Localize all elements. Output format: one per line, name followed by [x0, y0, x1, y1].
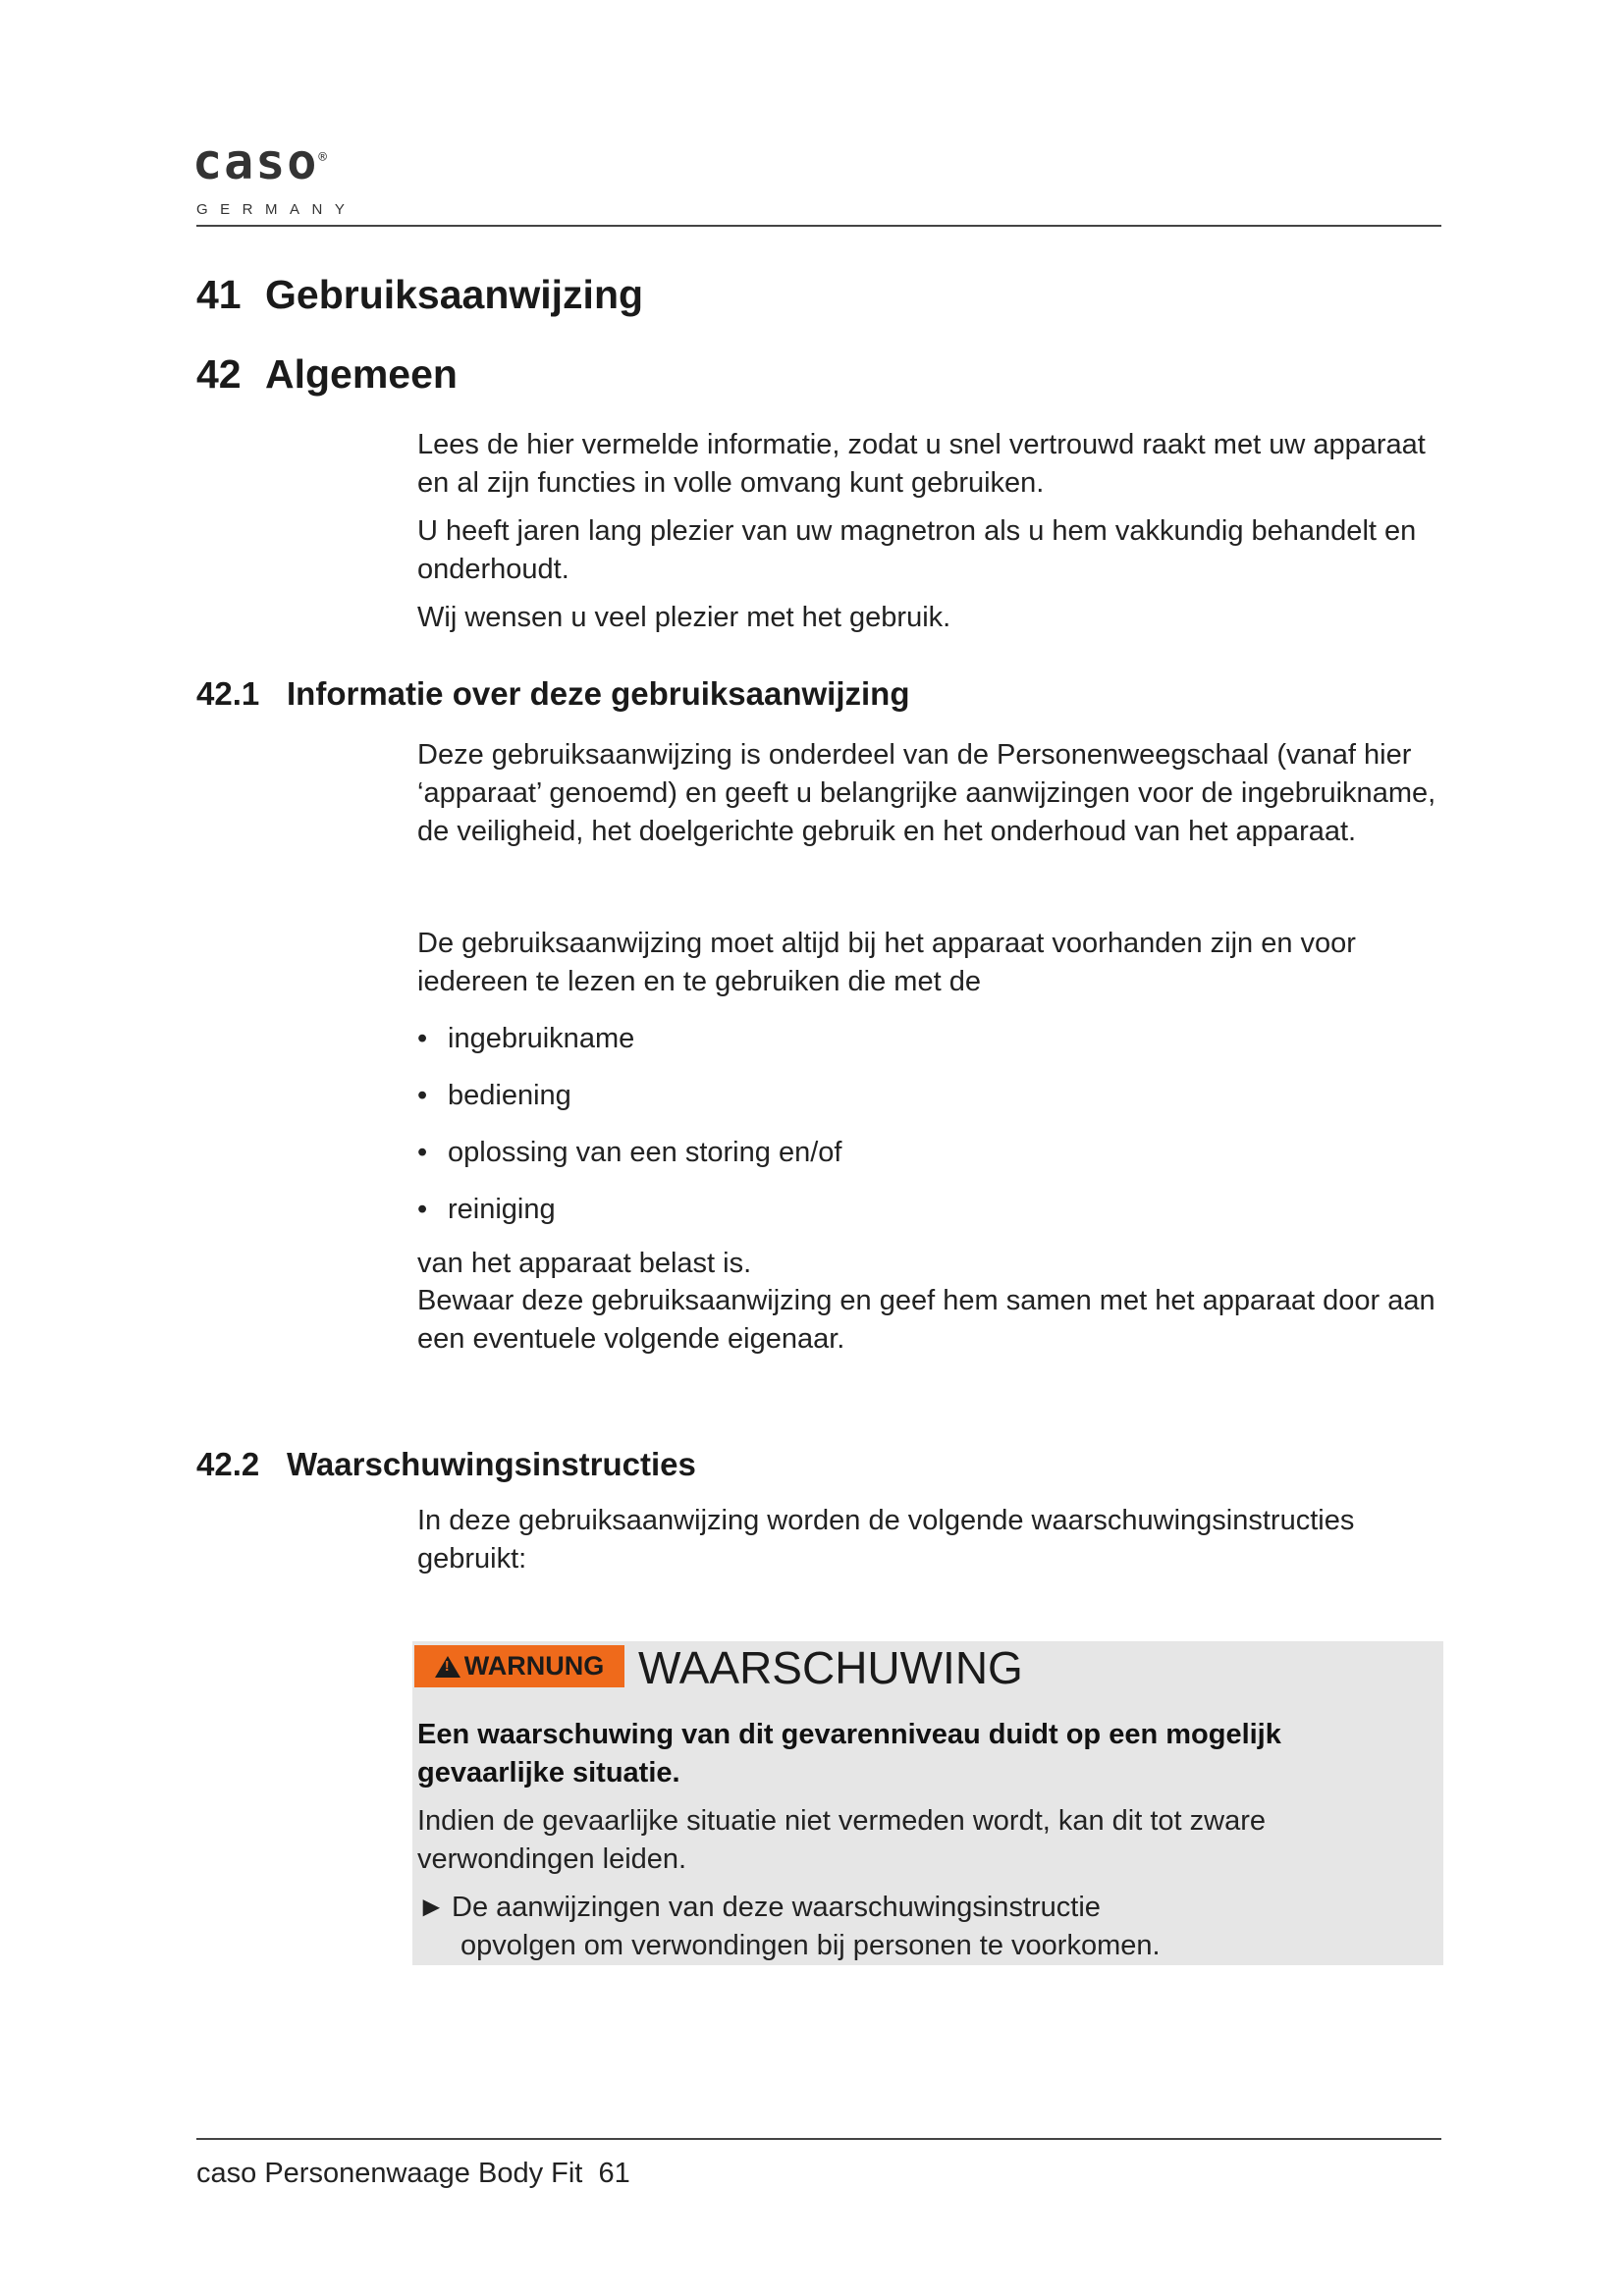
caso-logo	[192, 133, 379, 226]
heading-number: 41	[196, 272, 242, 317]
list-item: • oplossing van een storing en/of	[417, 1137, 842, 1168]
list-item: • ingebruikname	[417, 1023, 635, 1054]
logo-subtitle: GERMANY	[196, 201, 357, 218]
heading-number: 42	[196, 351, 242, 397]
list-item: • reiniging	[417, 1194, 556, 1225]
paragraph: U heeft jaren lang plezier van uw magnetron als u hem vakkundig behandelt en onderhoudt.	[417, 515, 1417, 585]
paragraph: In deze gebruiksaanwijzing worden de volgende waarschuwingsinstructies gebruikt:	[417, 1505, 1355, 1575]
paragraph: van het apparaat belast is.	[417, 1248, 752, 1279]
heading-41	[196, 272, 644, 317]
paragraph: Bewaar deze gebruiksaanwijzing en geef hem samen met het apparaat door aan een eventuele volgende eigenaar.	[417, 1285, 1435, 1355]
heading-42-2	[196, 1448, 696, 1480]
warning-title: WAARSCHUWING	[638, 1642, 1023, 1693]
logo-wordmark: caso®	[192, 133, 329, 190]
heading-title: Gebruiksaanwijzing	[265, 272, 644, 317]
bullet-icon: •	[417, 1137, 428, 1168]
warning-tag	[414, 1645, 624, 1687]
paragraph: Deze gebruiksaanwijzing is onderdeel van de Personenweegschaal (vanaf hier ‘apparaat’ genoemd) en geeft u belangrijke aanwijzingen voor de ingebruikname, de veiligheid, het doelgerichte gebruik en het onderhoud van het apparaat.	[417, 739, 1436, 847]
heading-42	[196, 351, 458, 397]
warning-triangle-icon	[435, 1656, 460, 1678]
heading-number: 42.1	[196, 675, 260, 712]
warning-instruction: ► De aanwijzingen van deze waarschuwingsinstructie opvolgen om verwondingen bij personen te voorkomen.	[417, 1889, 1161, 1965]
heading-title: Waarschuwingsinstructies	[287, 1446, 696, 1482]
bullet-icon: •	[417, 1080, 428, 1111]
footer-divider	[196, 2138, 1441, 2140]
warning-summary: Een waarschuwing van dit gevarenniveau duidt op een mogelijk gevaarlijke situatie.	[417, 1719, 1281, 1789]
heading-number: 42.2	[196, 1446, 260, 1482]
paragraph: Wij wensen u veel plezier met het gebruik.	[417, 602, 951, 633]
paragraph: Lees de hier vermelde informatie, zodat u snel vertrouwd raakt met uw apparaat en al zijn functies in volle omvang kunt gebruiken.	[417, 429, 1426, 499]
heading-42-1	[196, 677, 910, 710]
arrow-right-icon: ►	[417, 1892, 446, 1923]
heading-title: Algemeen	[265, 351, 458, 397]
bullet-icon: •	[417, 1023, 428, 1054]
header-divider	[196, 225, 1441, 227]
list-item: • bediening	[417, 1080, 571, 1111]
warning-tag-label: WARNUNG	[463, 1651, 605, 1681]
heading-title: Informatie over deze gebruiksaanwijzing	[287, 675, 910, 712]
paragraph: De gebruiksaanwijzing moet altijd bij het apparaat voorhanden zijn en voor iedereen te lezen en te gebruiken die met de	[417, 928, 1356, 997]
footer-text: caso Personenwaage Body Fit 61	[196, 2158, 630, 2189]
warning-text: Indien de gevaarlijke situatie niet vermeden wordt, kan dit tot zware verwondingen leiden.	[417, 1805, 1267, 1875]
bullet-icon: •	[417, 1194, 428, 1225]
